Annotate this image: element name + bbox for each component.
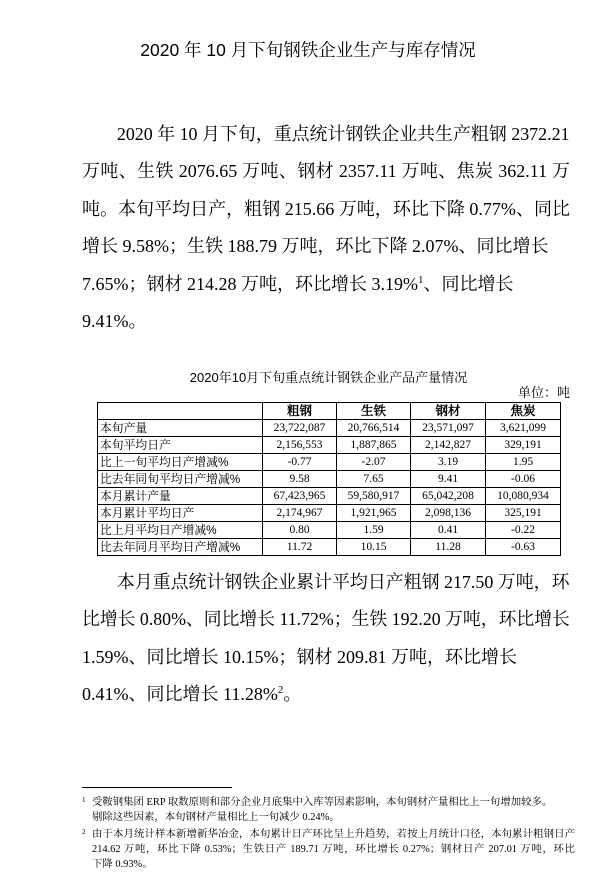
row-label: 本旬平均日产	[98, 437, 263, 454]
row-label: 比上一旬平均日产增减%	[98, 454, 263, 471]
paragraph-text: 2020 年 10 月下旬，重点统计钢铁企业共生产粗钢 2372.21	[116, 124, 570, 144]
paragraph-text: 吨。本旬平均日产，粗钢 215.66 万吨，环比下降 0.77%、同比	[82, 198, 570, 219]
cell-pig-iron: 7.65	[337, 471, 411, 488]
document-title: 2020 年 10 月下旬钢铁企业生产与库存情况	[140, 40, 476, 60]
cell-crude-steel: 2,156,553	[263, 437, 337, 454]
footnote-reference: 2	[277, 684, 284, 697]
table-row	[98, 522, 561, 539]
cell-coke: 3,621,099	[486, 420, 561, 437]
cell-pig-iron: 1,921,965	[337, 505, 411, 522]
column-header-steel-products: 钢材	[411, 403, 486, 420]
paragraph-line	[82, 191, 570, 228]
table-row	[98, 437, 561, 454]
table-corner-cell	[98, 403, 263, 420]
cell-crude-steel: 67,423,965	[263, 488, 337, 505]
cell-crude-steel: 11.72	[263, 539, 337, 556]
footnote-line: 受鞍钢集团 ERP 取数原则和部分企业月底集中入库等因素影响，本旬钢材产量相比上一旬增加较多。	[92, 797, 553, 808]
column-header-coke: 焦炭	[486, 403, 561, 420]
footnote	[82, 795, 575, 825]
paragraph-text: 0.41%、同比增长 11.28%	[82, 684, 278, 705]
column-header-pig-iron: 生铁	[337, 403, 411, 420]
cell-coke: 325,191	[486, 505, 561, 522]
column-header-crude-steel: 粗钢	[263, 403, 337, 420]
cell-steel-products: 23,571,097	[411, 420, 486, 437]
footnote	[82, 827, 575, 872]
cell-steel-products: 65,042,208	[411, 488, 486, 505]
cell-pig-iron: -2.07	[337, 454, 411, 471]
paragraph-text: 7.65%；钢材 214.28 万吨，环比增长 3.19%	[82, 273, 418, 294]
row-label: 本旬产量	[98, 420, 263, 437]
footnote-marker: 2	[82, 828, 86, 836]
cell-pig-iron: 20,766,514	[337, 420, 411, 437]
paragraph-line	[82, 601, 570, 638]
paragraph-line	[82, 564, 568, 601]
cell-crude-steel: 0.80	[263, 522, 337, 539]
paragraph-line	[82, 303, 570, 340]
paragraph-text: 比增长 0.80%、同比增长 11.72%；生铁 192.20 万吨，环比增长	[82, 609, 570, 630]
table-row	[98, 471, 561, 488]
table-row	[98, 420, 561, 437]
cell-steel-products: 0.41	[411, 522, 486, 539]
footnote-reference: 1	[418, 273, 424, 286]
table-row	[98, 488, 561, 505]
cell-pig-iron: 1,887,865	[337, 437, 411, 454]
paragraph-line	[82, 676, 570, 713]
table-unit: 单位：吨	[517, 385, 570, 400]
footnote-line: 剔除这些因素，本旬钢材产量相比上一旬减少 0.24%。	[92, 812, 340, 823]
cell-coke: -0.06	[486, 471, 561, 488]
footnote-marker: 1	[82, 796, 86, 804]
cell-crude-steel: 23,722,087	[263, 420, 337, 437]
cell-crude-steel: -0.77	[263, 454, 337, 471]
cell-steel-products: 3.19	[411, 454, 486, 471]
footnote-line: 由于本月统计样本新增新华冶金，本旬累计日产环比呈上升趋势，若按上月统计口径，本旬累计粗钢日产	[92, 829, 575, 840]
table-row	[98, 454, 561, 471]
cell-coke: 10,080,934	[486, 488, 561, 505]
paragraph-text: 本月重点统计钢铁企业累计平均日产粗钢 217.50 万吨，环	[116, 572, 570, 592]
paragraph-text: 。	[283, 684, 302, 705]
paragraph-line	[82, 116, 568, 153]
paragraph-line	[82, 228, 570, 265]
cell-crude-steel: 9.58	[263, 471, 337, 488]
paragraph-text: 1.59%、同比增长 10.15%；钢材 209.81 万吨，环比增长	[82, 646, 517, 667]
row-label: 本月累计平均日产	[98, 505, 263, 522]
paragraph-text: 9.41%。	[82, 311, 147, 332]
paragraph-line	[82, 266, 570, 303]
row-label: 比去年同旬平均日产增减%	[98, 471, 263, 488]
cell-coke: -0.22	[486, 522, 561, 539]
table-header-row	[98, 403, 561, 420]
row-label: 比上月平均日产增减%	[98, 522, 263, 539]
footnote-separator	[82, 787, 232, 788]
paragraph-text: 、同比增长	[423, 273, 514, 294]
table-row	[98, 539, 561, 556]
table-row	[98, 505, 561, 522]
cell-pig-iron: 10.15	[337, 539, 411, 556]
paragraph-line	[82, 153, 570, 190]
cell-crude-steel: 2,174,967	[263, 505, 337, 522]
cell-coke: -0.63	[486, 539, 561, 556]
cell-steel-products: 2,142,827	[411, 437, 486, 454]
row-label: 本月累计产量	[98, 488, 263, 505]
table-title: 2020年10月下旬重点统计钢铁企业产品产量情况	[189, 370, 468, 385]
footnote-line: 下降 0.93%。	[92, 859, 153, 870]
paragraph-text: 万吨、生铁 2076.65 万吨、钢材 2357.11 万吨、焦炭 362.11 万	[82, 161, 570, 182]
cell-coke: 1.95	[486, 454, 561, 471]
cell-coke: 329,191	[486, 437, 561, 454]
production-table	[97, 402, 561, 556]
intro-paragraph	[82, 116, 570, 340]
footnotes	[82, 795, 575, 872]
cell-steel-products: 9.41	[411, 471, 486, 488]
cell-steel-products: 11.28	[411, 539, 486, 556]
footnote-line: 214.62 万吨，环比下降 0.53%；生铁日产 189.71 万吨，环比增长 0.27%；钢材日产 207.01 万吨，环比	[92, 844, 575, 855]
summary-paragraph	[82, 564, 570, 714]
cell-pig-iron: 1.59	[337, 522, 411, 539]
paragraph-text: 增长 9.58%；生铁 188.79 万吨，环比下降 2.07%、同比增长	[82, 236, 549, 257]
row-label: 比去年同月平均日产增减%	[98, 539, 263, 556]
cell-steel-products: 2,098,136	[411, 505, 486, 522]
cell-pig-iron: 59,580,917	[337, 488, 411, 505]
paragraph-line	[82, 639, 570, 676]
